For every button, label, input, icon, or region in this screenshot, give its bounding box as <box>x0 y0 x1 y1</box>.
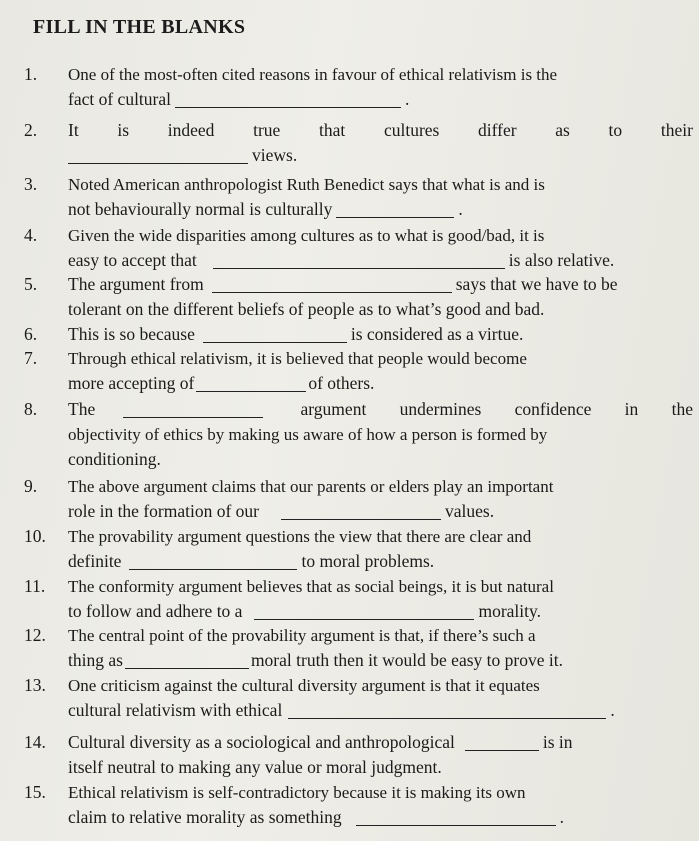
question-text: Ethical relativism is self-contradictory because it is making its own <box>68 783 526 802</box>
question-text: is in <box>542 732 573 752</box>
answer-blank[interactable] <box>175 106 401 108</box>
question-text: views. <box>252 145 298 165</box>
question-text: definite <box>68 551 122 571</box>
answer-blank[interactable] <box>196 390 306 392</box>
question-number: 10. <box>24 526 46 546</box>
question-number: 9. <box>24 476 38 496</box>
question-number: 1. <box>24 64 38 84</box>
question-word: argument <box>300 399 367 419</box>
question-text: of others. <box>308 373 375 393</box>
question-text: objectivity of ethics by making us aware of how a person is formed by <box>68 425 548 444</box>
answer-blank[interactable] <box>212 291 452 293</box>
answer-blank[interactable] <box>356 824 556 826</box>
question-text: is also relative. <box>508 250 615 270</box>
question-10 <box>24 524 693 574</box>
question-text: tolerant on the different beliefs of people as to what’s good and bad. <box>68 299 545 319</box>
answer-blank[interactable] <box>68 162 248 164</box>
question-text: One of the most-often cited reasons in favour of ethical relativism is the <box>68 65 558 84</box>
question-number: 11. <box>24 576 46 596</box>
question-number: 14. <box>24 732 46 752</box>
question-number: 12. <box>24 625 46 645</box>
answer-blank[interactable] <box>123 416 263 418</box>
question-number: 4. <box>24 225 38 245</box>
question-text: role in the formation of our <box>68 501 259 521</box>
question-number: 3. <box>24 174 38 194</box>
question-4 <box>24 223 693 273</box>
question-text: Noted American anthropologist Ruth Benedict says that what is and is <box>68 175 545 194</box>
answer-blank[interactable] <box>336 216 454 218</box>
answer-blank[interactable] <box>129 568 297 570</box>
question-number: 15. <box>24 782 46 802</box>
question-text: thing as <box>68 650 123 670</box>
question-number: 13. <box>24 675 46 695</box>
answer-blank[interactable] <box>213 267 505 269</box>
question-6 <box>24 322 693 347</box>
question-number: 7. <box>24 348 38 368</box>
question-text: . <box>559 807 564 827</box>
answer-blank[interactable] <box>288 717 606 719</box>
question-text: conditioning. <box>68 449 161 469</box>
question-14 <box>24 730 693 780</box>
question-text: . <box>610 700 615 720</box>
question-word: in <box>624 399 639 419</box>
question-13 <box>24 673 693 723</box>
question-word: undermines <box>399 399 482 419</box>
question-word: differ <box>478 120 517 140</box>
question-text: claim to relative morality as something <box>68 807 342 827</box>
question-word: to <box>608 120 623 140</box>
question-text: Cultural diversity as a sociological and anthropological <box>68 732 455 752</box>
worksheet-title: FILL IN THE BLANKS <box>33 16 246 38</box>
question-text: cultural relativism with ethical <box>68 700 283 720</box>
question-number: 2. <box>24 120 38 140</box>
question-3 <box>24 172 693 222</box>
question-7 <box>24 346 693 396</box>
question-text: to moral problems. <box>301 551 435 571</box>
question-2 <box>24 118 693 168</box>
answer-blank[interactable] <box>254 618 474 620</box>
question-word: It <box>68 120 79 140</box>
question-text: The above argument claims that our parents or elders play an important <box>68 477 554 496</box>
question-12 <box>24 623 693 673</box>
question-number: 8. <box>24 399 38 419</box>
question-text: values. <box>445 501 495 521</box>
question-text: fact of cultural <box>68 89 172 109</box>
question-text: The <box>68 399 96 419</box>
question-8 <box>24 397 693 472</box>
question-text: moral truth then it would be easy to prove it. <box>250 650 563 670</box>
answer-blank[interactable] <box>465 749 539 751</box>
question-5 <box>24 272 693 322</box>
question-text: . <box>458 199 463 219</box>
question-word: indeed <box>167 120 215 140</box>
question-text: The provability argument questions the view that there are clear and <box>68 527 532 546</box>
question-text: easy to accept that <box>68 250 197 270</box>
question-word: confidence <box>514 399 592 419</box>
question-word: that <box>319 120 346 140</box>
question-text: The argument from <box>68 274 204 294</box>
question-text: is considered as a virtue. <box>350 324 524 344</box>
question-15 <box>24 780 693 830</box>
question-text: says that we have to be <box>455 274 618 294</box>
question-text: This is so because <box>68 324 195 344</box>
answer-blank[interactable] <box>281 518 441 520</box>
question-text: itself neutral to making any value or moral judgment. <box>68 757 442 777</box>
question-text: . <box>405 89 410 109</box>
question-text: more accepting of <box>68 373 195 393</box>
question-text: morality. <box>478 601 541 621</box>
question-1 <box>24 62 693 112</box>
question-word: is <box>117 120 130 140</box>
question-word: true <box>253 120 281 140</box>
question-9 <box>24 474 693 524</box>
question-text: Given the wide disparities among cultures as to what is good/bad, it is <box>68 226 545 245</box>
question-text: to follow and adhere to a <box>68 601 243 621</box>
answer-blank[interactable] <box>125 667 249 669</box>
question-text: not behaviourally normal is culturally <box>68 199 333 219</box>
question-text: One criticism against the cultural diversity argument is that it equates <box>68 676 540 695</box>
question-text: The conformity argument believes that as social beings, it is but natural <box>68 577 554 596</box>
question-number: 5. <box>24 274 38 294</box>
question-word: the <box>671 399 693 419</box>
question-text: Through ethical relativism, it is believed that people would become <box>68 349 527 368</box>
question-11 <box>24 574 693 624</box>
question-word: as <box>555 120 570 140</box>
question-word: cultures <box>383 120 440 140</box>
question-number: 6. <box>24 324 38 344</box>
question-word: their <box>660 120 693 140</box>
answer-blank[interactable] <box>203 341 347 343</box>
question-text: The central point of the provability argument is that, if there’s such a <box>68 626 536 645</box>
